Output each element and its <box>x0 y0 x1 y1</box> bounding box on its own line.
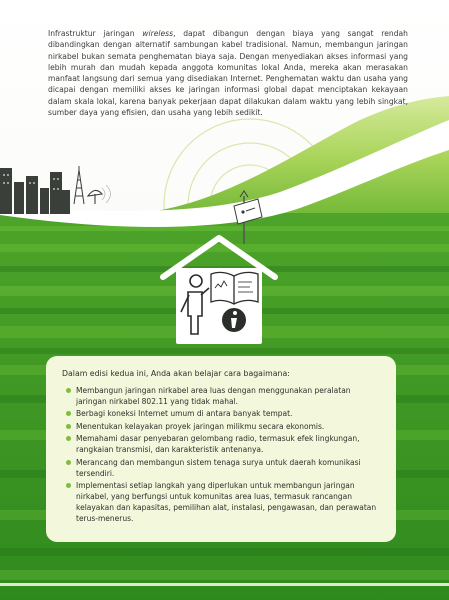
list-item: Memahami dasar penyebaran gelombang radio, termasuk efek lingkungan, rangkaian transmisi, dan karakteristik antenanya. <box>66 433 378 455</box>
list-item: Membangun jaringan nirkabel area luas dengan menggunakan peralatan jaringan nirkabel 802.11 yang tidak mahal. <box>66 385 378 407</box>
features-box <box>46 356 396 542</box>
footer-divider <box>0 583 449 586</box>
intro-paragraph <box>48 28 408 118</box>
features-list <box>66 385 378 525</box>
intro-wireless-term: wireless <box>142 29 174 38</box>
list-item: Berbagi koneksi Internet umum di antara banyak tempat. <box>66 408 378 419</box>
intro-text-part2: , dapat dibangun dengan biaya yang sangat rendah dibandingkan dengan alternatif sambungan kabel tradisional. Namun, membangun jaringan nirkabel bukan semata penghematan biaya saja. Dengan menyediakan akses informasi yang lebih murah dan mudah kepada anggota komunitas lokal Anda, mereka akan merasakan manfaat langsung dari semua yang disediakan Internet. Penghematan waktu dan usaha yang dicapai dengan memiliki akses ke jaringan informasi global dapat menciptakan kekayaan dalam skala lokal, karena banyak pekerjaan dapat dilakukan dalam waktu yang lebih singkat, sumber daya yang efisien, dan usaha yang lebih sedikit. <box>48 29 408 118</box>
list-item: Menentukan kelayakan proyek jaringan milikmu secara ekonomis. <box>66 421 378 432</box>
features-intro: Dalam edisi kedua ini, Anda akan belajar cara bagaimana: <box>62 369 290 378</box>
intro-text-part1: Infrastruktur jaringan <box>48 29 143 38</box>
book-icon <box>211 272 258 304</box>
info-icon <box>222 308 246 332</box>
list-item: Implementasi setiap langkah yang diperlukan untuk membangun jaringan nirkabel, yang berfungsi untuk komunitas area luas, termasuk rancangan kelayakan dan kapasitas, pemilihan alat, instalasi, pengawasan, dan perawatan terus-menerus. <box>66 480 378 524</box>
list-item: Merancang dan membangun sistem tenaga surya untuk daerah komunikasi tersendiri. <box>66 457 378 479</box>
